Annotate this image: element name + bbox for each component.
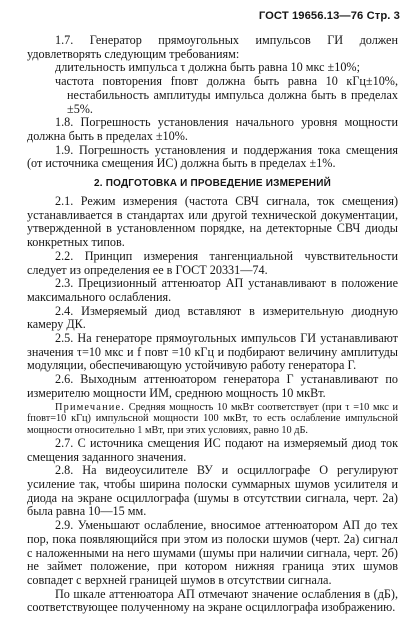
section-title: 2. ПОДГОТОВКА И ПРОВЕДЕНИЕ ИЗМЕРЕНИЙ xyxy=(94,178,331,190)
paragraph-1-8: 1.8. Погрешность установления начального уровня мощности должна быть в пределах ±10%. xyxy=(27,115,398,143)
page-header: ГОСТ 19656.13—76 Стр. 3 xyxy=(258,10,400,22)
note-text: Средняя мощность 10 мкВт соответствует (при τ =10 мкс и fповт=10 кГц) импульсной мощности 100 мкВт, то есть ослабление импульсной мощности относительно 1 мВт, при этих условиях, равно 10 дБ. xyxy=(27,401,398,437)
paragraph-2-2: 2.2. Принцип измерения тангенциальной чувствительности следует из определения ее в ГОСТ 20331—74. xyxy=(27,248,398,277)
requirement-repetition-rate: частота повторения fповт должна быть равна 10 кГц±10%, нестабильность амплитуды импульса должна быть в пределах ±5%. xyxy=(55,74,398,116)
document-body xyxy=(27,34,398,615)
paragraph-2-7: 2.7. С источника смещения ИС подают на измеряемый диод ток смещения заданного значения. xyxy=(27,435,398,464)
paragraph-2-9: 2.9. Уменьшают ослабление, вносимое аттенюатором АП до тех пор, пока появляющийся при этом из полоски шумов (черт. 2а) сигнал с наложенными на него шумами (шумы при наличии сигнала, черт. 2б) не займет положение, при котором нижняя граница этих шумов совпадет с верхней границей шумов в отсутствии сигнала. xyxy=(27,518,398,587)
note xyxy=(27,402,398,437)
paragraph-2-6: 2.6. Выходным аттенюатором генератора Г устанавливают по измерителю мощности ИМ, среднюю мощность 10 мкВт. xyxy=(27,372,398,400)
paragraph-2-8: 2.8. На видеоусилителе ВУ и осциллографе О регулируют усиление так, чтобы ширина полоски суммарных шумов усилителя и диода на экране осциллографа (шумы в отсутствии сигнала, черт. 2а) была равна 10—15 мм. xyxy=(27,463,398,519)
paragraph-2-9-continued: По шкале аттенюатора АП отмечают значение ослабления в (дБ), соответствующее полученному на экране осциллографа изображению. xyxy=(27,586,398,615)
paragraph-2-3: 2.3. Прецизионный аттенюатор АП устанавливают в положение максимального ослабления. xyxy=(27,276,398,304)
note-label: Примечание. xyxy=(55,401,126,413)
paragraph-2-4: 2.4. Измеряемый диод вставляют в измерительную диодную камеру ДК. xyxy=(27,303,398,332)
paragraph-1-7: 1.7. Генератор прямоугольных импульсов ГИ должен удовлетворять следующим требованиям: xyxy=(27,33,398,61)
paragraph-1-9: 1.9. Погрешность установления и поддержания тока смещения (от источника смещения ИС) должна быть в пределах ±1%. xyxy=(27,142,398,171)
paragraph-2-5: 2.5. На генераторе прямоугольных импульсов ГИ устанавливают значения τ=10 мкс и f повт =10 кГц и подбирают величину амплитуды модуляции, обеспечивающую устойчивую работу генератора Г. xyxy=(27,331,398,373)
paragraph-2-1: 2.1. Режим измерения (частота СВЧ сигнала, ток смещения) устанавливается в стандартах или другой технической документации, утвержденной в установленном порядке, на детекторные СВЧ диоды конкретных типов. xyxy=(27,194,398,250)
requirement-pulse-duration: длительность импульса τ должна быть равна 10 мкс ±10%; xyxy=(55,60,360,75)
